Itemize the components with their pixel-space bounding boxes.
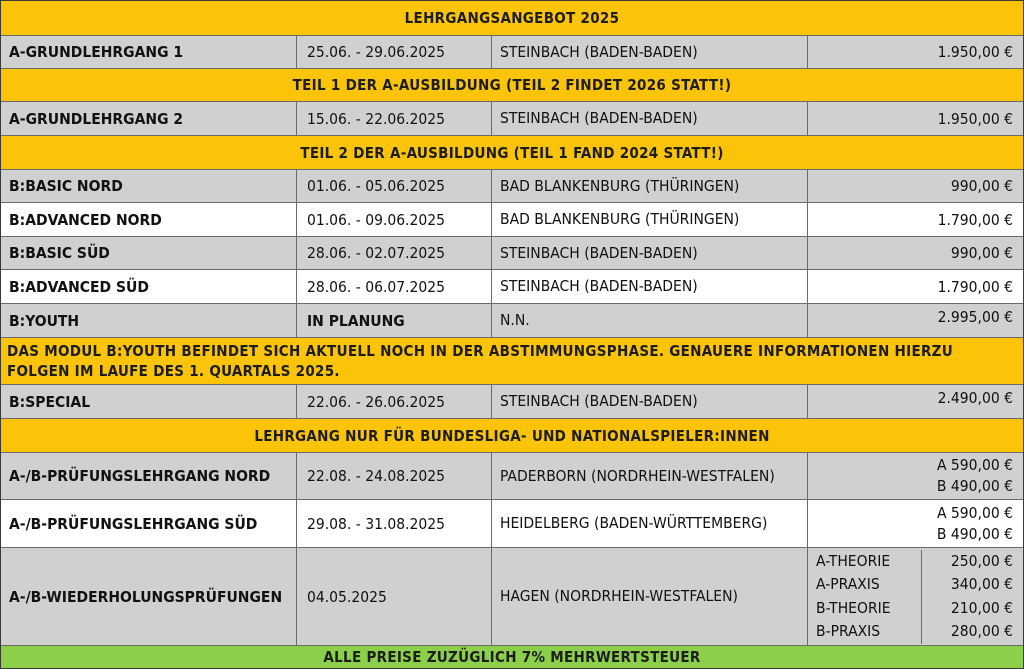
course-name: A-/B-PRÜFUNGSLEHRGANG SÜD (1, 500, 297, 547)
course-price (808, 453, 1023, 499)
table-row (1, 203, 1023, 237)
course-name: A-/B-WIEDERHOLUNGSPRÜFUNGEN (1, 548, 297, 645)
course-location: STEINBACH (BADEN-BADEN) (492, 385, 808, 418)
course-price (808, 500, 1023, 547)
price-label: B-THEORIE (816, 598, 891, 617)
course-date: 01.06. - 05.06.2025 (297, 170, 492, 202)
table-row (1, 270, 1023, 304)
course-location: STEINBACH (BADEN-BADEN) (492, 102, 808, 135)
course-price: 1.790,00 € (937, 277, 1013, 296)
course-location: HEIDELBERG (BADEN-WÜRTTEMBERG) (492, 500, 808, 547)
table-row (1, 500, 1023, 548)
course-date: 28.06. - 06.07.2025 (297, 270, 492, 303)
table-title-row (1, 1, 1023, 36)
price-a: A 590,00 € (936, 503, 1013, 522)
course-name: B:ADVANCED NORD (1, 203, 297, 236)
course-name: B:BASIC SÜD (1, 237, 297, 269)
footer-note: ALLE PREISE ZUZÜGLICH 7% MEHRWERTSTEUER (323, 648, 701, 666)
table-row (1, 36, 1023, 69)
course-date: 29.08. - 31.08.2025 (297, 500, 492, 547)
price-value: 280,00 € (950, 622, 1013, 640)
price-a: A 590,00 € (936, 456, 1013, 474)
table-row (1, 385, 1023, 419)
course-date: 22.08. - 24.08.2025 (297, 453, 492, 499)
course-date: 25.06. - 29.06.2025 (297, 36, 492, 68)
course-name: A-GRUNDLEHRGANG 2 (1, 102, 297, 135)
course-location: STEINBACH (BADEN-BADEN) (492, 237, 808, 269)
course-location: HAGEN (NORDRHEIN-WESTFALEN) (492, 548, 808, 645)
course-date: 22.06. - 26.06.2025 (297, 385, 492, 418)
course-price: 2.995,00 € (937, 308, 1013, 326)
table-row (1, 237, 1023, 270)
table-row (1, 102, 1023, 136)
price-value: 340,00 € (950, 575, 1013, 593)
price-values (922, 550, 1023, 644)
course-name: B:ADVANCED SÜD (1, 270, 297, 303)
price-labels (808, 550, 922, 644)
price-label: A-PRAXIS (816, 575, 880, 593)
course-name: A-GRUNDLEHRGANG 1 (1, 36, 297, 68)
course-name: A-/B-PRÜFUNGSLEHRGANG NORD (1, 453, 297, 499)
course-location: BAD BLANKENBURG (THÜRINGEN) (492, 203, 808, 236)
note-text: TEIL 1 DER A-AUSBILDUNG (TEIL 2 FINDET 2026 STATT!) (292, 76, 732, 94)
course-price-breakdown (808, 548, 1023, 645)
course-location: N.N. (492, 304, 808, 337)
table-title: LEHRGANGSANGEBOT 2025 (404, 9, 620, 27)
price-label: A-THEORIE (816, 551, 891, 570)
course-name: B:YOUTH (1, 304, 297, 337)
course-price: 1.790,00 € (937, 210, 1013, 229)
table-row (1, 170, 1023, 203)
course-name: B:SPECIAL (1, 385, 297, 418)
price-b: B 490,00 € (936, 477, 1013, 495)
footer-row (1, 646, 1023, 668)
course-location: STEINBACH (BADEN-BADEN) (492, 270, 808, 303)
course-date: 04.05.2025 (297, 548, 492, 645)
course-name: B:BASIC NORD (1, 170, 297, 202)
note-text: TEIL 2 DER A-AUSBILDUNG (TEIL 1 FAND 2024 STATT!) (300, 143, 724, 162)
course-price: 1.950,00 € (937, 109, 1013, 128)
course-date: IN PLANUNG (297, 304, 492, 337)
course-location: PADERBORN (NORDRHEIN-WESTFALEN) (492, 453, 808, 499)
table-row (1, 453, 1023, 500)
course-date: 01.06. - 09.06.2025 (297, 203, 492, 236)
course-date: 15.06. - 22.06.2025 (297, 102, 492, 135)
price-value: 210,00 € (950, 598, 1013, 617)
course-date: 28.06. - 02.07.2025 (297, 237, 492, 269)
price-b: B 490,00 € (936, 524, 1013, 543)
course-location: STEINBACH (BADEN-BADEN) (492, 36, 808, 68)
note-banner (1, 69, 1023, 102)
note-text: DAS MODUL B:YOUTH BEFINDET SICH AKTUELL NOCH IN DER ABSTIMMUNGSPHASE. GENAUERE INFORMATIONEN HIERZU FOLGEN IM LAUFE DES 1. QUARTALS 2025. (7, 342, 954, 380)
price-label: B-PRAXIS (816, 622, 881, 640)
table-row (1, 548, 1023, 646)
course-price: 2.490,00 € (937, 389, 1013, 407)
course-location: BAD BLANKENBURG (THÜRINGEN) (492, 170, 808, 202)
note-banner (1, 338, 1023, 385)
course-price: 990,00 € (950, 177, 1013, 195)
note-text: LEHRGANG NUR FÜR BUNDESLIGA- UND NATIONALSPIELER:INNEN (254, 426, 770, 445)
table-row (1, 304, 1023, 338)
course-price: 990,00 € (950, 244, 1013, 262)
course-price: 1.950,00 € (937, 43, 1013, 61)
note-banner (1, 419, 1023, 453)
price-value: 250,00 € (950, 551, 1013, 570)
note-banner (1, 136, 1023, 170)
